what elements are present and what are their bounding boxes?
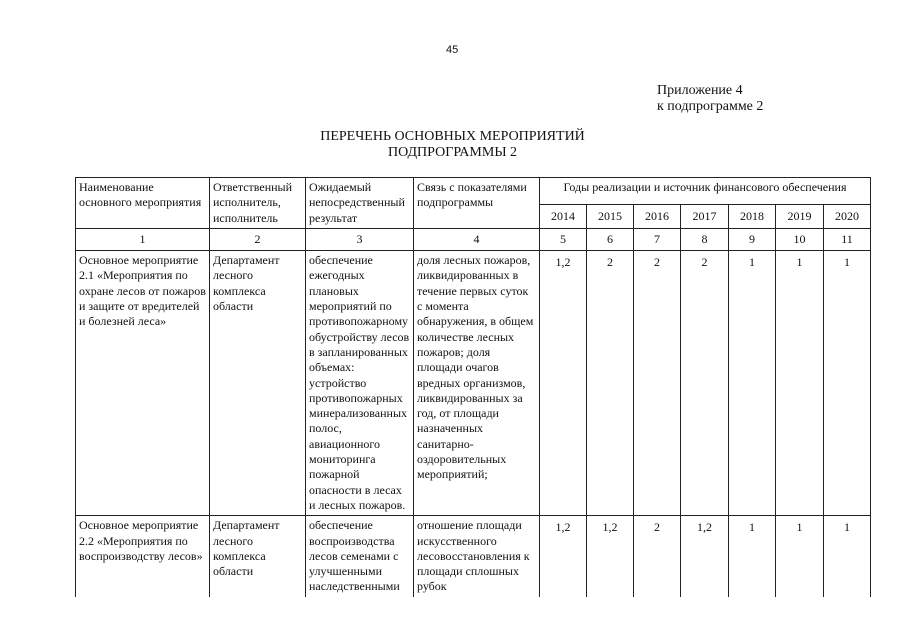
appendix-line-1: Приложение 4	[657, 83, 743, 98]
year-value: 2	[681, 251, 729, 516]
year-value: 1	[729, 516, 776, 597]
activity-indicator-link: доля лесных пожаров, ликвидированных в течение первых суток с момента обнаружения, в общем количестве лесных пожаров; доля площади очагов вредных организмов, ликвидированных за год, от площади назначенных санитарно-оздоровительных мероприятий;	[414, 251, 540, 516]
column-number: 7	[634, 228, 681, 250]
activity-result: обеспечение воспроизводства лесов семенами с улучшенными наследственными	[306, 516, 414, 597]
column-number: 5	[540, 228, 587, 250]
column-number: 8	[681, 228, 729, 250]
appendix-line-2: к подпрограмме 2	[657, 99, 764, 114]
year-value: 1,2	[587, 516, 634, 597]
title-line-2: ПОДПРОГРАММЫ 2	[387, 145, 518, 160]
header-executor: Ответственный исполнитель, исполнитель	[210, 178, 306, 229]
column-number: 9	[729, 228, 776, 250]
year-cell: 2016	[634, 204, 681, 228]
year-value: 1	[729, 251, 776, 516]
header-link: Связь с показателями подпрограммы	[414, 178, 540, 229]
year-value: 1,2	[681, 516, 729, 597]
year-cell: 2020	[824, 204, 871, 228]
activity-name: Основное мероприятие 2.2 «Мероприятия по воспроизводству лесов»	[76, 516, 210, 597]
year-value: 2	[634, 516, 681, 597]
column-number: 3	[306, 228, 414, 250]
column-number: 2	[210, 228, 306, 250]
year-cell: 2015	[587, 204, 634, 228]
table-row	[76, 516, 871, 597]
year-value: 1	[776, 251, 824, 516]
column-number: 6	[587, 228, 634, 250]
document-title	[0, 129, 905, 161]
column-number: 4	[414, 228, 540, 250]
year-value: 1	[824, 251, 871, 516]
page-number: 45	[446, 44, 459, 56]
year-cell: 2018	[729, 204, 776, 228]
year-value: 1,2	[540, 251, 587, 516]
year-cell: 2019	[776, 204, 824, 228]
activity-indicator-link: отношение площади искусственного лесовосстановления к площади сплошных рубок	[414, 516, 540, 597]
column-number: 11	[824, 228, 871, 250]
activities-table	[75, 177, 871, 597]
year-cell: 2017	[681, 204, 729, 228]
year-value: 2	[587, 251, 634, 516]
header-years-group: Годы реализации и источник финансового обеспечения	[540, 178, 871, 205]
column-number-row	[76, 228, 871, 250]
activity-name: Основное мероприятие 2.1 «Мероприятия по охране лесов от пожаров и защите от вредителей и болезней леса»	[76, 251, 210, 516]
header-row	[76, 178, 871, 205]
year-cell: 2014	[540, 204, 587, 228]
activity-result: обеспечение ежегодных плановых мероприятий по противопожарному обустройству лесов в запланированных объемах: устройство противопожарных минерализованных полос, авиационного мониторинга пожарной опасности в лесах и лесных пожаров.	[306, 251, 414, 516]
header-result: Ожидаемый непосредственный результат	[306, 178, 414, 229]
column-number: 1	[76, 228, 210, 250]
column-number: 10	[776, 228, 824, 250]
year-value: 1	[776, 516, 824, 597]
year-value: 1	[824, 516, 871, 597]
activity-executor: Департамент лесного комплекса области	[210, 251, 306, 516]
header-name: Наименование основного мероприятия	[76, 178, 210, 229]
appendix-note	[657, 83, 763, 115]
year-value: 1,2	[540, 516, 587, 597]
title-line-1: ПЕРЕЧЕНЬ ОСНОВНЫХ МЕРОПРИЯТИЙ	[320, 129, 585, 144]
activity-executor: Департамент лесного комплекса области	[210, 516, 306, 597]
table-row	[76, 251, 871, 516]
year-value: 2	[634, 251, 681, 516]
